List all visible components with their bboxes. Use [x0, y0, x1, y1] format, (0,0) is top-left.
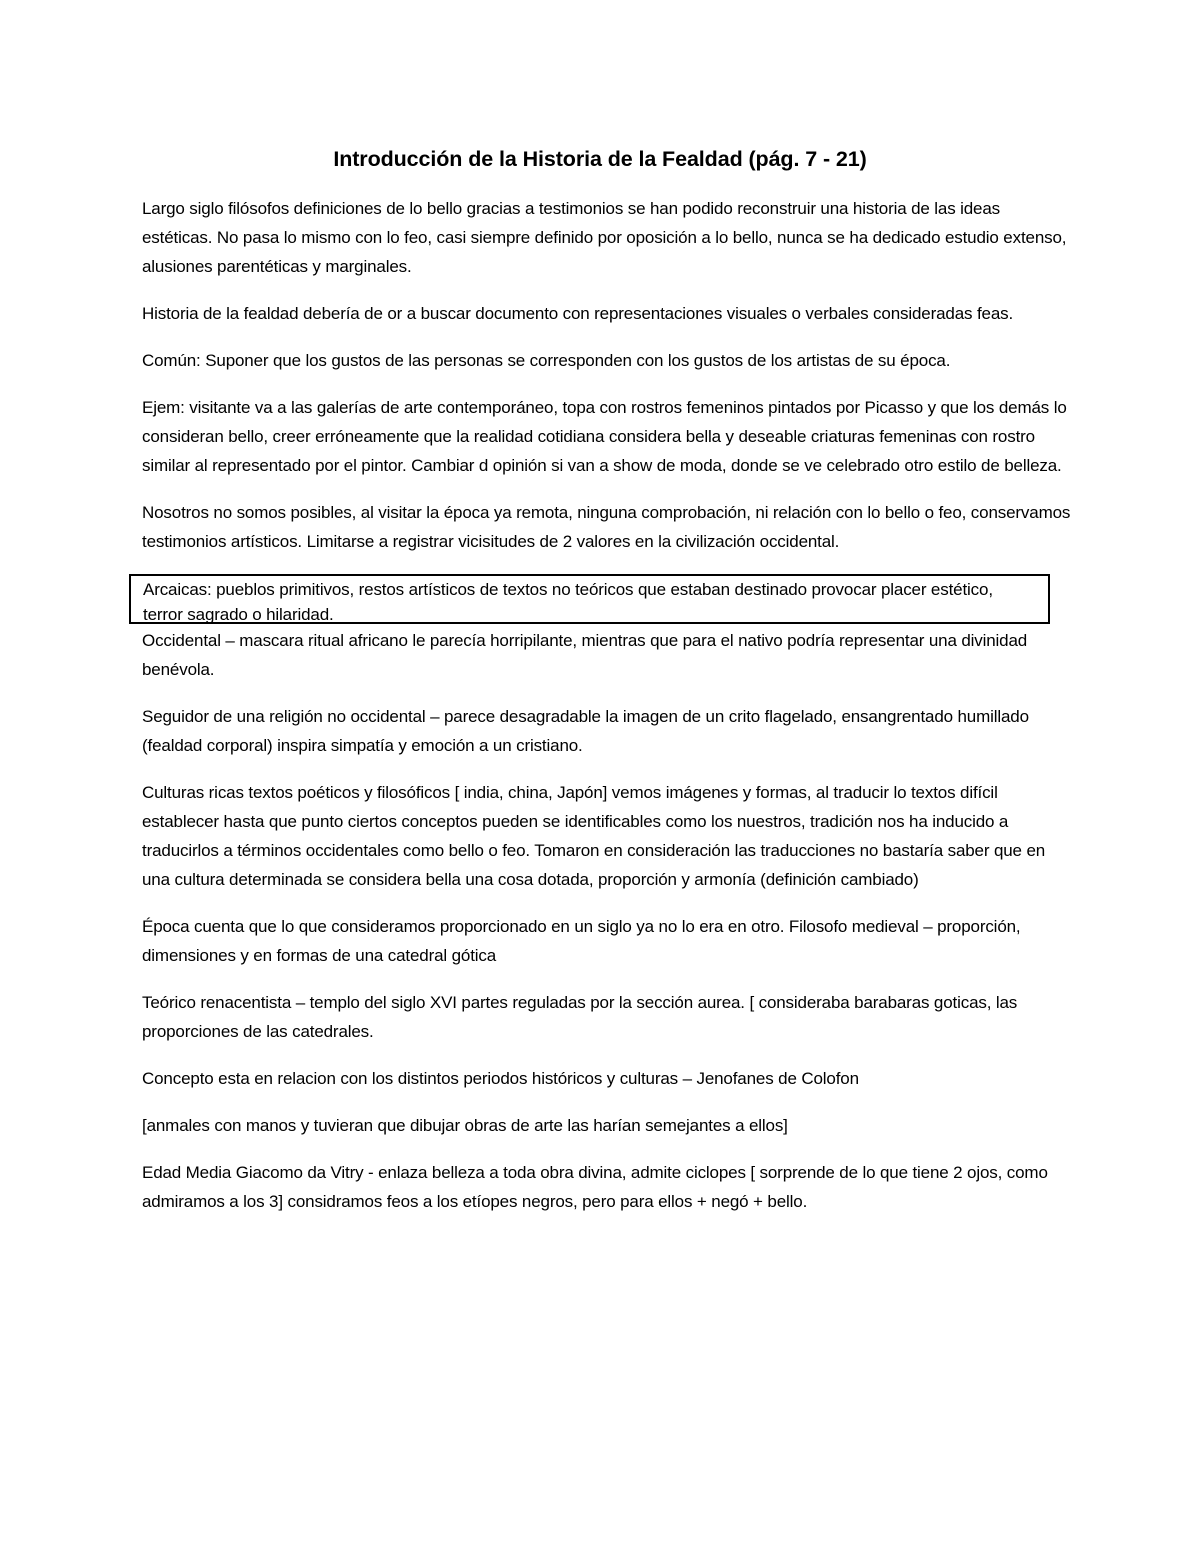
- paragraph-7: Occidental – mascara ritual africano le parecía horripilante, mientras que para el nativo podría representar una divinidad benévola.: [142, 631, 1028, 679]
- paragraph-5: Nosotros no somos posibles, al visitar la época ya remota, ninguna comprobación, ni relación con lo bello o feo, conservamos testimonios artísticos. Limitarse a registrar vicisitudes de 2 valores en la civilización occidental.: [142, 503, 1071, 551]
- paragraph-8: Seguidor de una religión no occidental – parece desagradable la imagen de un crito flagelado, ensangrentado humillado (fealdad corporal) inspira simpatía y emoción a un cristiano.: [142, 707, 1029, 755]
- paragraph-2: Historia de la fealdad debería de or a buscar documento con representaciones visuales o verbales consideradas feas.: [142, 304, 1014, 323]
- document-title: Introducción de la Historia de la Fealdad (pág. 7 - 21): [333, 147, 867, 171]
- paragraph-9: Culturas ricas textos poéticos y filosóficos [ india, china, Japón] vemos imágenes y formas, al traducir lo textos difícil establecer hasta que punto ciertos conceptos pueden se identificables como los nuestros, tradición nos ha inducido a traducirlos a términos occidentales como bello o feo. Tomaron en consideración las traducciones no bastaría saber que en una cultura determinada se considera bella una cosa dotada, proporción y armonía (definición cambiado): [142, 783, 1046, 889]
- paragraph-13: [anmales con manos y tuvieran que dibujar obras de arte las harían semejantes a ellos]: [142, 1116, 788, 1135]
- boxed-paragraph-arcaicas: Arcaicas: pueblos primitivos, restos artísticos de textos no teóricos que estaban destinado provocar placer estético, terror sagrado o hilaridad.: [129, 574, 1050, 624]
- paragraph-11: Teórico renacentista – templo del siglo XVI partes reguladas por la sección aurea. [ consideraba barabaras goticas, las proporciones de las catedrales.: [142, 993, 1018, 1041]
- paragraph-10: Época cuenta que lo que consideramos proporcionado en un siglo ya no lo era en otro. Filosofo medieval – proporción, dimensiones y en formas de una catedral gótica: [142, 917, 1021, 965]
- paragraph-12: Concepto esta en relacion con los distintos periodos históricos y culturas – Jenofanes de Colofon: [142, 1069, 859, 1088]
- paragraph-4: Ejem: visitante va a las galerías de arte contemporáneo, topa con rostros femeninos pintados por Picasso y que los demás lo consideran bello, creer erróneamente que la realidad cotidiana considera bella y deseable criaturas femeninas con rostro similar al representado por el pintor. Cambiar d opinión si van a show de moda, donde se ve celebrado otro estilo de belleza.: [142, 398, 1067, 475]
- document-body: [142, 194, 1072, 1234]
- paragraph-14: Edad Media Giacomo da Vitry - enlaza belleza a toda obra divina, admite ciclopes [ sorprende de lo que tiene 2 ojos, como admiramos a los 3] considramos feos a los etíopes negros, pero para ellos + negó + bello.: [142, 1163, 1048, 1211]
- paragraph-3: Común: Suponer que los gustos de las personas se corresponden con los gustos de los artistas de su época.: [142, 351, 951, 370]
- paragraph-1: Largo siglo filósofos definiciones de lo bello gracias a testimonios se han podido reconstruir una historia de las ideas estéticas. No pasa lo mismo con lo feo, casi siempre definido por oposición a lo bello, nunca se ha dedicado estudio extenso, alusiones parentéticas y marginales.: [142, 199, 1067, 276]
